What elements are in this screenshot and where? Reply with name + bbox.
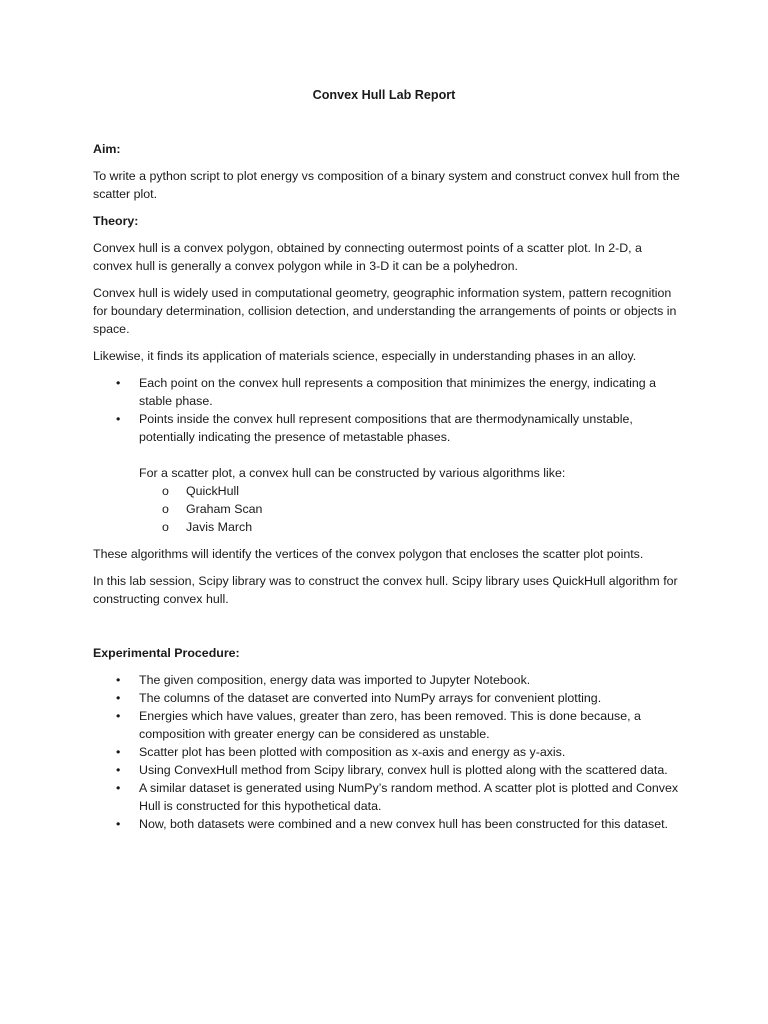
list-item — [93, 743, 683, 761]
bullet-marker: • — [116, 709, 121, 723]
bullet-marker: • — [116, 673, 121, 687]
sub-bullet-marker: o — [162, 502, 169, 516]
sub-bullet-marker: o — [162, 484, 169, 498]
procedure-step: Scatter plot has been plotted with composition as x-axis and energy as y-axis. — [139, 745, 566, 759]
theory-paragraph-4: These algorithms will identify the vertices of the convex polygon that encloses the scatter plot points. — [93, 547, 644, 561]
bullet-marker: • — [116, 781, 121, 795]
list-item — [93, 671, 683, 689]
procedure-step: Using ConvexHull method from Scipy library, convex hull is plotted along with the scattered data. — [139, 763, 668, 777]
theory-bullet-list — [93, 374, 683, 446]
procedure-step: Energies which have values, greater than zero, has been removed. This is done because, a composition with greater energy can be considered as unstable. — [139, 709, 641, 741]
theory-heading: Theory: — [93, 214, 139, 228]
aim-heading: Aim: — [93, 142, 121, 156]
bullet-marker: • — [116, 691, 121, 705]
algorithm-name: Graham Scan — [186, 502, 263, 516]
list-item — [93, 779, 683, 815]
list-item — [93, 689, 683, 707]
list-item-text: Points inside the convex hull represent compositions that are thermodynamically unstable, potentially indicating the presence of metastable phases. — [139, 412, 633, 444]
list-item — [93, 761, 683, 779]
bullet-marker: • — [116, 763, 121, 777]
list-item-text: Each point on the convex hull represents a composition that minimizes the energy, indicating a stable phase. — [139, 376, 657, 408]
list-item — [93, 410, 683, 446]
list-item — [93, 815, 683, 833]
bullet-marker: • — [116, 817, 121, 831]
procedure-step-list — [93, 671, 683, 833]
procedure-step: Now, both datasets were combined and a new convex hull has been constructed for this dataset. — [139, 817, 668, 831]
procedure-step: The given composition, energy data was imported to Jupyter Notebook. — [139, 673, 531, 687]
list-item — [139, 518, 683, 536]
aim-text: To write a python script to plot energy vs composition of a binary system and construct convex hull from the scatter plot. — [93, 169, 680, 201]
document-body — [93, 140, 683, 833]
algorithms-list — [139, 482, 683, 536]
list-item — [139, 482, 683, 500]
page-title: Convex Hull Lab Report — [312, 88, 456, 102]
algorithm-name: Javis March — [186, 520, 253, 534]
algorithms-block — [93, 464, 683, 536]
theory-paragraph-5: In this lab session, Scipy library was to construct the convex hull. Scipy library uses QuickHull algorithm for constructing convex hull. — [93, 574, 678, 606]
bullet-marker: • — [116, 376, 121, 390]
bullet-marker: • — [116, 412, 121, 426]
theory-paragraph-2: Convex hull is widely used in computational geometry, geographic information system, pattern recognition for boundary determination, collision detection, and understanding the arrangements of points or objects in space. — [93, 286, 677, 336]
list-item — [139, 500, 683, 518]
bullet-marker: • — [116, 745, 121, 759]
list-item — [93, 374, 683, 410]
sub-bullet-marker: o — [162, 520, 169, 534]
theory-paragraph-1: Convex hull is a convex polygon, obtained by connecting outermost points of a scatter plot. In 2-D, a convex hull is generally a convex polygon while in 3-D it can be a polyhedron. — [93, 241, 642, 273]
theory-paragraph-3: Likewise, it finds its application of materials science, especially in understanding phases in an alloy. — [93, 349, 637, 363]
algorithms-intro: For a scatter plot, a convex hull can be constructed by various algorithms like: — [139, 466, 566, 480]
procedure-step: The columns of the dataset are converted into NumPy arrays for convenient plotting. — [139, 691, 602, 705]
algorithm-name: QuickHull — [186, 484, 240, 498]
procedure-step: A similar dataset is generated using NumPy’s random method. A scatter plot is plotted and Convex Hull is constructed for this hypothetical data. — [139, 781, 679, 813]
procedure-heading: Experimental Procedure: — [93, 646, 240, 660]
list-item — [93, 707, 683, 743]
